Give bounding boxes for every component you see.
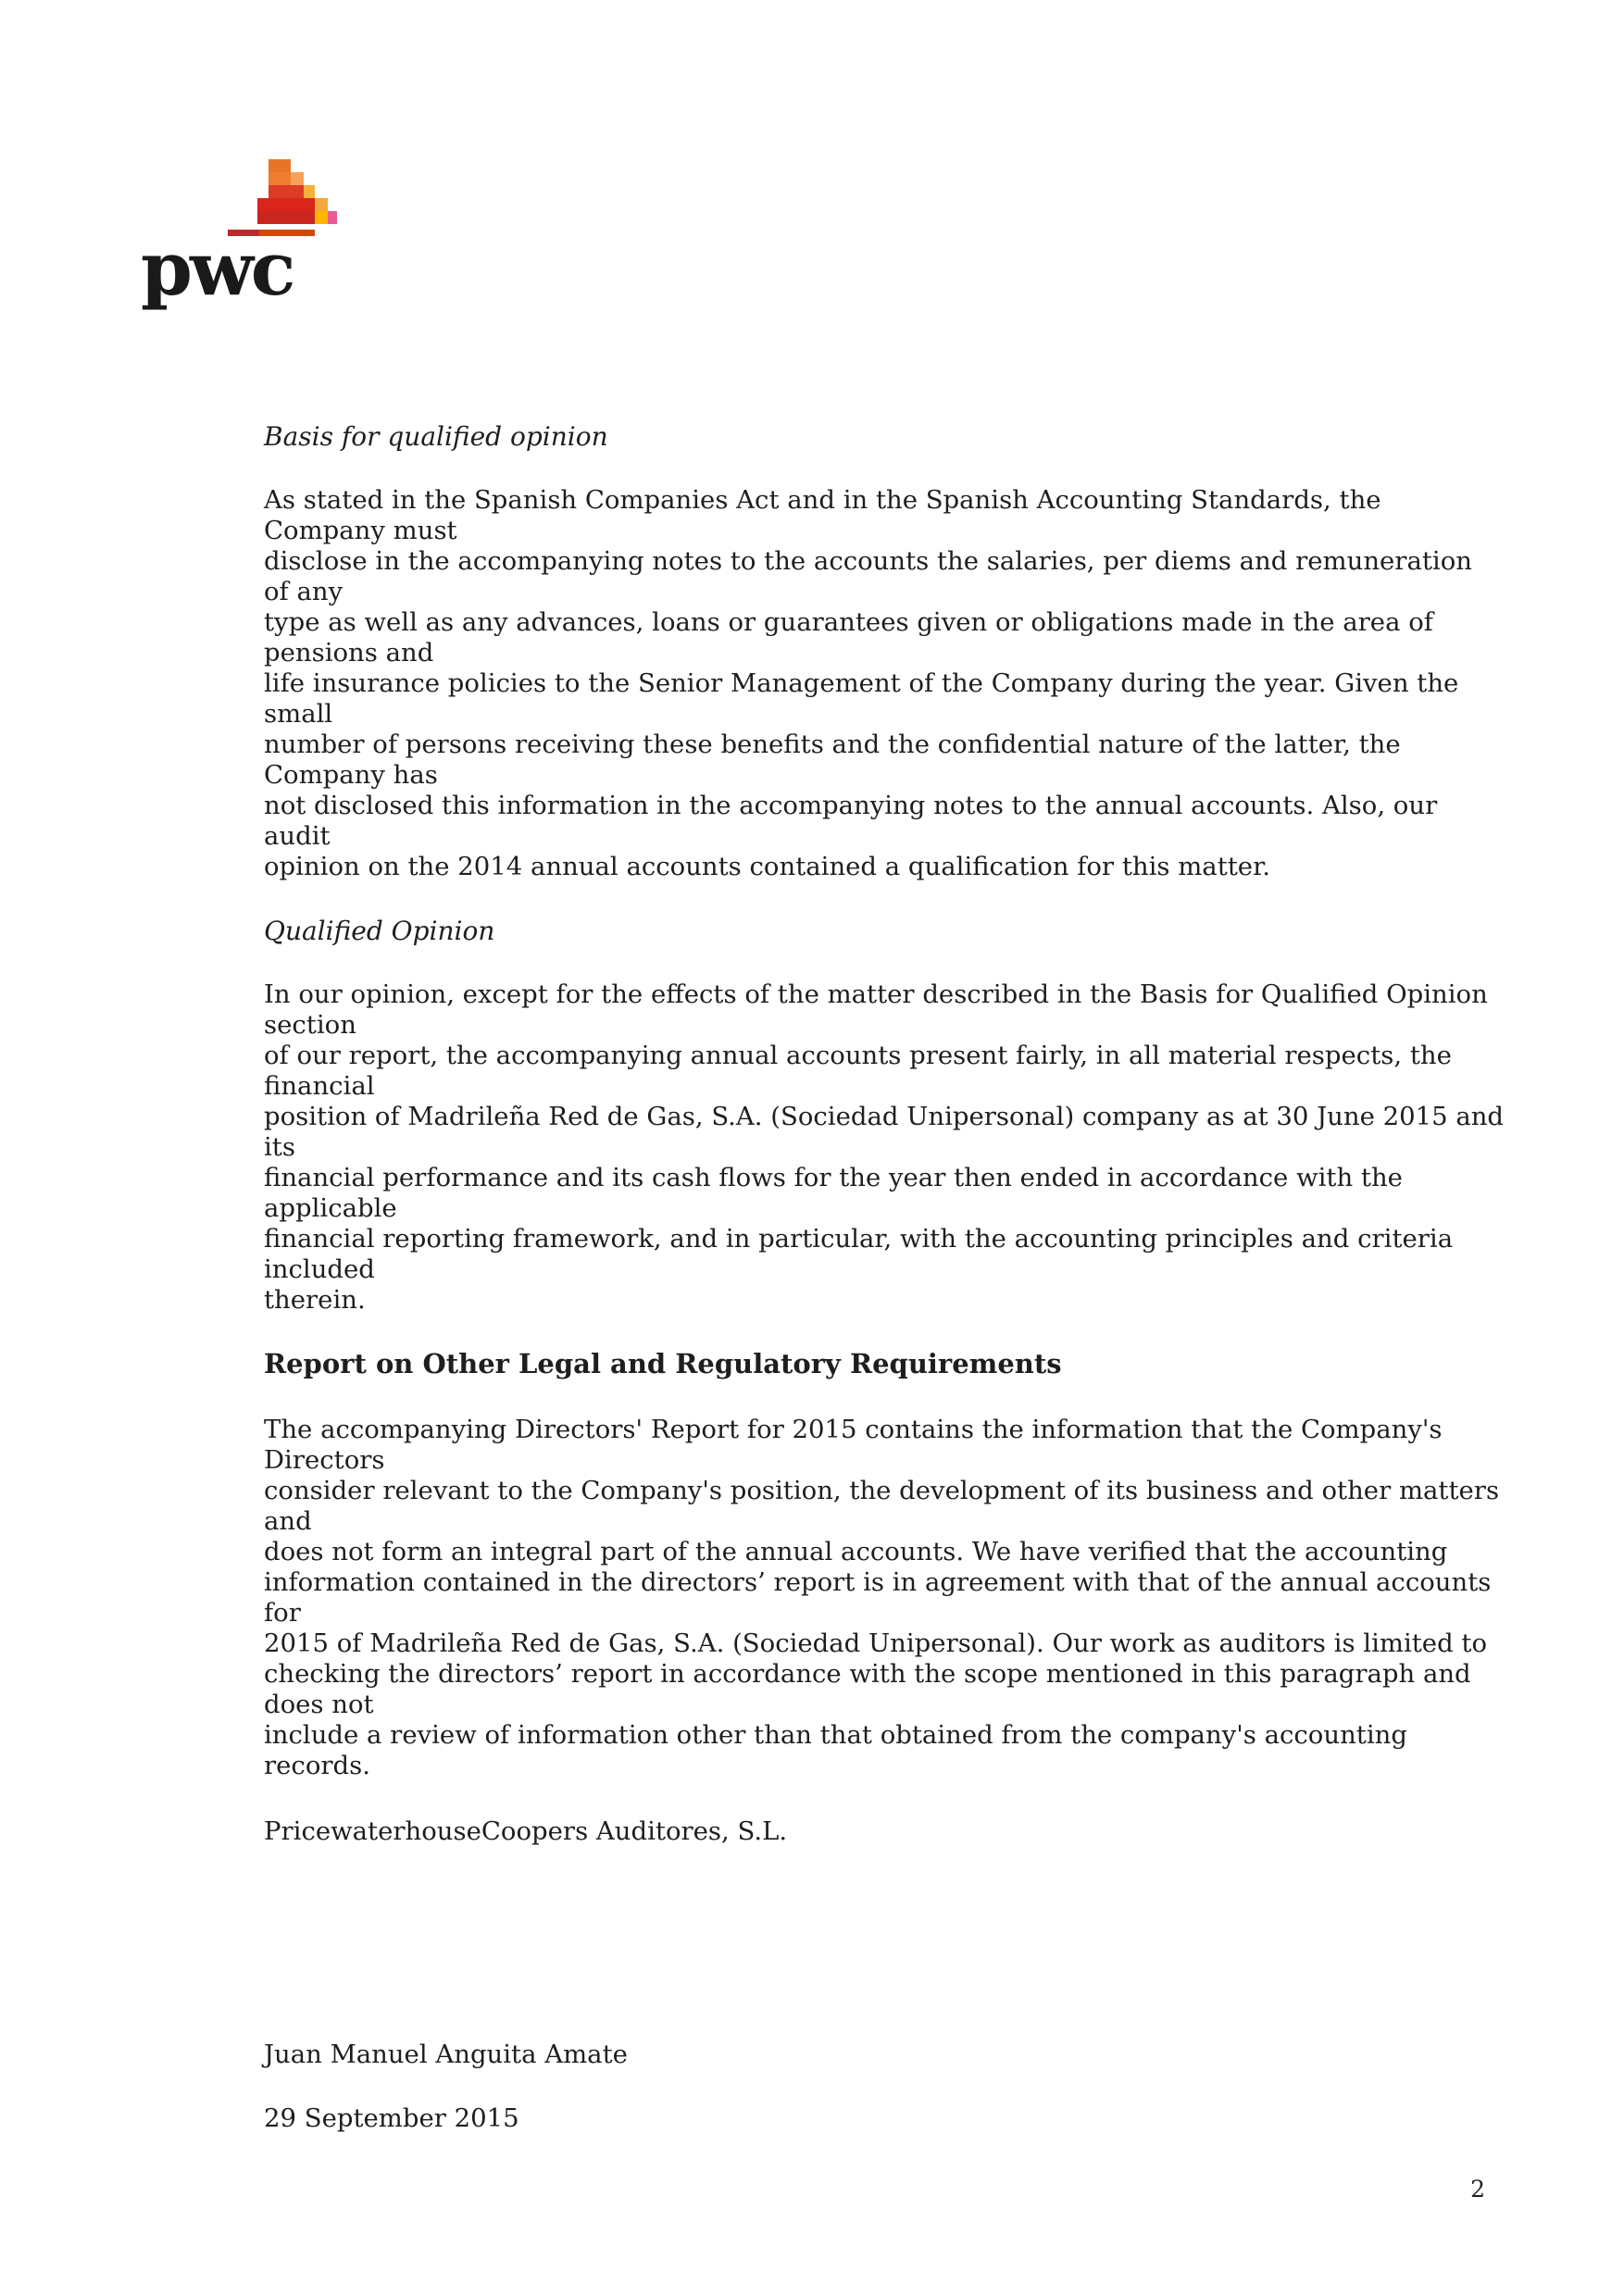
other-requirements-heading: Report on Other Legal and Regulatory Requirements <box>264 1348 1062 1379</box>
signatory-name: Juan Manuel Anguita Amate <box>264 2040 628 2069</box>
pwc-wordmark: pwc <box>141 225 294 312</box>
signature-date: 29 September 2015 <box>264 2103 519 2133</box>
paragraph-line: life insurance policies to the Senior Management of the Company during the year. Given the small <box>264 668 1459 729</box>
paragraph-line: position of Madrileña Red de Gas, S.A. (Sociedad Unipersonal) company as at 30 June 2015 and its <box>264 1102 1505 1162</box>
paragraph-line: include a review of information other than that obtained from the company's accounting records. <box>264 1720 1407 1780</box>
paragraph-line: consider relevant to the Company's position, the development of its business and other matters and <box>264 1476 1500 1536</box>
paragraph-line: number of persons receiving these benefits and the confidential nature of the latter, the Company has <box>264 730 1401 790</box>
auditor-firm: PricewaterhouseCoopers Auditores, S.L. <box>264 1816 788 1846</box>
paragraph-line: financial performance and its cash flows for the year then ended in accordance with the applicable <box>264 1163 1403 1223</box>
basis-heading: Basis for qualified opinion <box>264 421 608 452</box>
paragraph-line: As stated in the Spanish Companies Act and in the Spanish Accounting Standards, the Company must <box>264 485 1381 545</box>
paragraph-line: type as well as any advances, loans or guarantees given or obligations made in the area of pensions and <box>264 607 1433 668</box>
paragraph-line: information contained in the directors’ report is in agreement with that of the annual accounts for <box>264 1567 1492 1628</box>
report-body <box>264 421 1505 2134</box>
paragraph-line: The accompanying Directors' Report for 2015 contains the information that the Company's Directors <box>264 1415 1443 1475</box>
paragraph-line: therein. <box>264 1285 366 1315</box>
pwc-logo <box>139 159 352 335</box>
opinion-paragraph <box>264 980 1505 1316</box>
paragraph-line: not disclosed this information in the accompanying notes to the annual accounts. Also, our audit <box>264 791 1438 851</box>
page-number: 2 <box>1470 2176 1485 2202</box>
paragraph-line: In our opinion, except for the effects of the matter described in the Basis for Qualified Opinion section <box>264 980 1488 1040</box>
basis-paragraph <box>264 485 1505 882</box>
paragraph-line: checking the directors’ report in accordance with the scope mentioned in this paragraph and does not <box>264 1659 1471 1719</box>
paragraph-line: opinion on the 2014 annual accounts contained a qualification for this matter. <box>264 852 1270 881</box>
paragraph-line: disclose in the accompanying notes to the accounts the salaries, per diems and remuneration of any <box>264 546 1472 606</box>
paragraph-line: does not form an integral part of the annual accounts. We have verified that the accounting <box>264 1537 1448 1566</box>
paragraph-line: 2015 of Madrileña Red de Gas, S.A. (Sociedad Unipersonal). Our work as auditors is limited to <box>264 1628 1488 1658</box>
opinion-heading: Qualified Opinion <box>264 916 495 946</box>
paragraph-line: of our report, the accompanying annual accounts present fairly, in all material respects, the financial <box>264 1041 1452 1101</box>
other-requirements-paragraph <box>264 1415 1505 1781</box>
paragraph-line: financial reporting framework, and in particular, with the accounting principles and criteria included <box>264 1224 1454 1284</box>
